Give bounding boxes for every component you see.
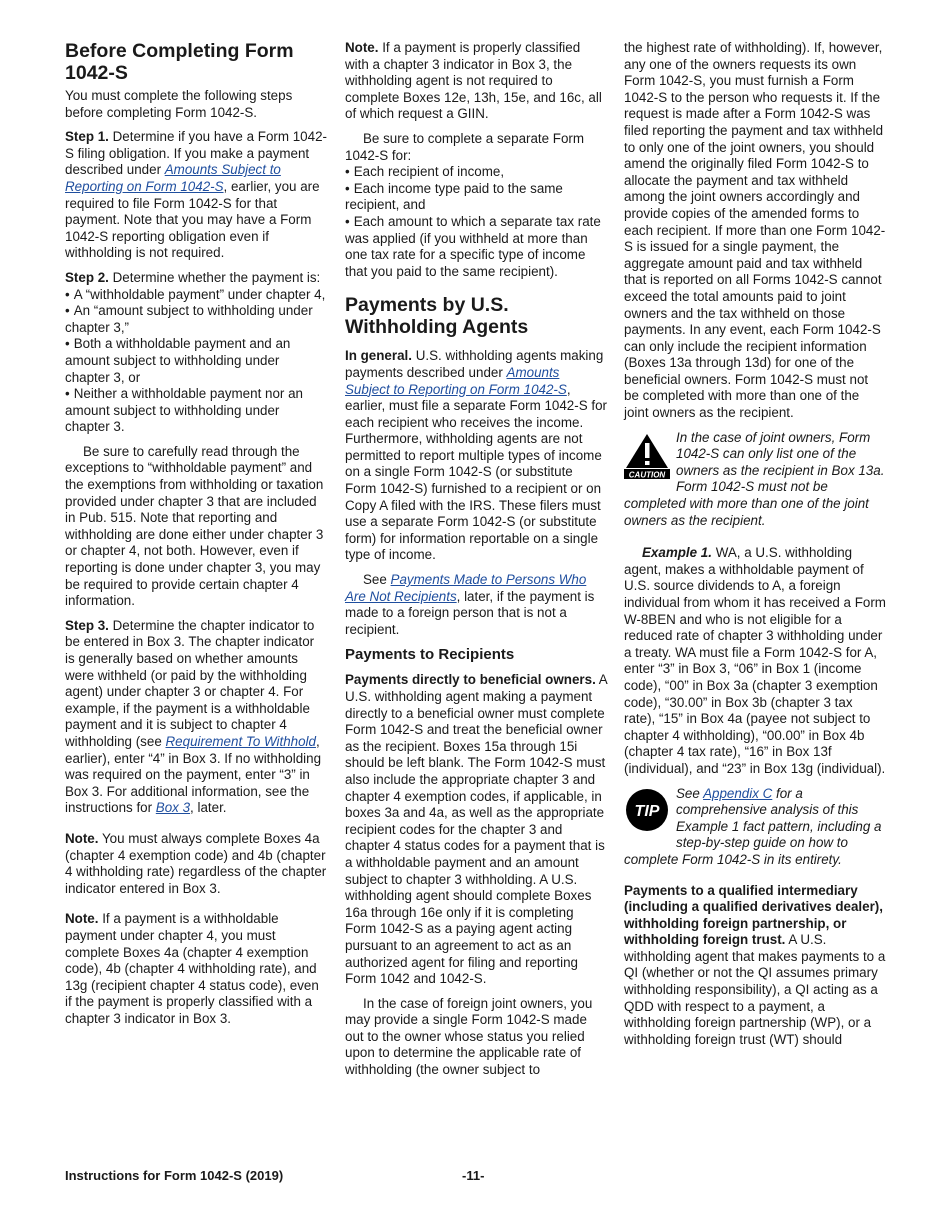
amounts-subject-link[interactable]: Amounts Subject to Reporting on Form 1042-S xyxy=(65,162,281,194)
see-payments-made: See Payments Made to Persons Who Are Not Recipients, later, if the payment is made to a foreign person that is not a recipient. xyxy=(345,572,595,637)
example-1: Example 1. WA, a U.S. withholding agent, makes a withholdable payment of U.S. source dividends to A, a foreign individual from whom it has received a Form W-8BEN and who is not eligible for a reduced rate of chapter 3 withholding under a treaty. WA must file a Form 1042-S for A, enter “3” in Box 3, “06” in Box 1 (income code), “00” in Box 3a (chapter 3 exemption code), “30.00” in Box 3b (chapter 3 tax rate), “15” in Box 4a (payee not subject to chapter 4 withholding), “00.00” in Box 4b (chapter 4 tax rate), “16” in Box 13f (individual), and “23” in Box 13g (individual). xyxy=(624,545,886,776)
tip-note: TIP See Appendix C for a comprehensive analysis of this Example 1 fact pattern, including a step-by-step guide on how to complete Form 1042-S in its entirety. xyxy=(624,785,882,867)
column-1 xyxy=(65,40,327,1035)
footer-title: Instructions for Form 1042-S (2019) xyxy=(65,1168,284,1183)
subheading-recipients: Payments to Recipients xyxy=(345,646,515,664)
caution-icon xyxy=(624,432,670,480)
requirement-to-withhold-link[interactable]: Requirement To Withhold xyxy=(165,733,316,749)
box-3-link[interactable]: Box 3 xyxy=(155,800,191,816)
svg-text:CAUTION: CAUTION xyxy=(628,470,666,480)
list-item: • Each amount to which a separate tax rate was applied (if you withheld at more than one tax rate for a specific type of income that you paid to the same recipient). xyxy=(345,213,601,279)
caution-text: In the case of joint owners, Form 1042-S can only list one of the owners as the recipient in Box 13a. Form 1042-S must not be completed with more than one of the joint owners as the recipient. xyxy=(624,429,885,528)
list-item: • A “withholdable payment” under chapter 4, xyxy=(65,286,326,302)
tip-icon xyxy=(624,788,670,836)
heading-withholding-agents: Payments by U.S. Withholding Agents xyxy=(345,294,529,339)
joint-owners: In the case of foreign joint owners, you may provide a single Form 1042-S made out to the owner whose status you relied upon to determine the applicable rate of withholding (the owner subject to xyxy=(345,995,593,1078)
column-2 xyxy=(345,40,607,1087)
step-2-label: Step 2. xyxy=(65,269,109,285)
list-item: • Each income type paid to the same recipient, and xyxy=(345,180,563,213)
separate-form-intro: Be sure to complete a separate Form 1042-S for: xyxy=(345,130,585,163)
note-2: Note. If a payment is a withholdable payment under chapter 4, you must complete Boxes 4a (chapter 4 exemption code), 4b (chapter 4 withholding rate), and 13g (recipient chapter 4 status code), even if the payment is properly classified with a chapter 3 indicator in Box 3. xyxy=(65,911,319,1026)
step-2: Step 2. Determine whether the payment is: xyxy=(65,269,321,285)
step-2-paragraph: Be sure to carefully read through the exceptions to “withholdable payment” and the exemptions from withholding or taxation provided under chapter 3 that are included in Pub. 515. Note that reporting and withholding are done either under chapter 3 or chapter 4, not both. However, even if reporting is done under chapter 3, you may be required to provide certain chapter 4 information. xyxy=(65,443,324,609)
joint-owners-cont: the highest rate of withholding). If, however, any one of the owners requests its own Form 1042-S, you must furnish a Form 1042-S to the person who requests it. If the request is made after a Form 1042-S was filed reporting the payment and tax withheld to only one of the joint owners, you should amend the originally filed Form 1042-S to allocate the payment and tax withheld among the joint owners accordingly and provide copies of the amended forms to each recipient. If more than one Form 1042-S is issued for a single payment, the aggregate amount paid and tax withheld that is reported on all Forms 1042-S cannot exceed the total amounts paid to joint owners and the tax withheld on those payments. In any event, each Form 1042-S can only include the recipient information (Boxes 13a through 13d) for one of the beneficial owners. Form 1042-S must not be completed with more than one of the joint owners as the recipient. xyxy=(624,40,886,421)
column-3 xyxy=(624,40,886,1056)
payments-made-link[interactable]: Payments Made to Persons Who Are Not Recipients xyxy=(345,572,587,604)
payments-direct: Payments directly to beneficial owners. A U.S. withholding agent making a payment directly to a beneficial owner must complete Form 1042-S and treat the beneficial owner as the recipient. Boxes 15a through 15i should be left blank. The Form 1042-S must also include the appropriate chapter 3 and chapter 4 exemption codes, if applicable, in boxes 3a and 4a, as well as the appropriate recipient codes for the chapter 3 and chapter 4 status codes for a payment that is a withholdable payment and an amount subject to chapter 3 withholding. A U.S. withholding agent should complete Boxes 16a through 16e only if it is completing Form 1042-S as a paying agent acting pursuant to an agreement to act as an authorized agent for filing and reporting Form 1042 and 1042-S. xyxy=(345,672,607,987)
step-1-label: Step 1. xyxy=(65,129,109,145)
separate-form-bullets xyxy=(345,164,607,280)
step-3-label: Step 3. xyxy=(65,617,109,633)
caution-note xyxy=(624,430,886,530)
list-item: • Each recipient of income, xyxy=(345,164,505,180)
in-general: In general. U.S. withholding agents making payments described under Amounts Subject to Reporting on Form 1042-S, earlier, must file a separate Form 1042-S for each recipient who receives the income. Furthermore, withholding agents are not permitted to report multiple types of income on a single Form 1042-S (or substitute Form 1042-S) furnished to a recipient or on Copy A filed with the IRS. These filers must use a separate Form 1042-S (or substitute form) for information reportable on a single type of income. xyxy=(345,348,607,563)
intro-text: You must complete the following steps before completing Form 1042-S. xyxy=(65,88,293,120)
list-item: • Both a withholdable payment and an amount subject to withholding under chapter 3, or xyxy=(65,336,291,385)
page-number: -11- xyxy=(462,1168,485,1183)
qi-payments: Payments to a qualified intermediary (including a qualified derivatives dealer), withholding foreign partnership, or withholding foreign trust. A U.S. withholding agent that makes payments to a QI (whether or not the QI assumes primary withholding responsibility), a QI acting as a QDD with respect to a payment, a withholding foreign partnership (WP), or a withholding foreign trust (WT) should xyxy=(624,882,886,1047)
note-1: Note. You must always complete Boxes 4a (chapter 4 exemption code) and 4b (chapter 4 withholding rate) regardless of the chapter indicator entered in Box 3. xyxy=(65,830,327,896)
svg-text:TIP: TIP xyxy=(634,802,660,820)
step-1: Step 1. Determine if you have a Form 1042-S filing obligation. If you make a payment described under Amounts Subject to Reporting on Form 1042-S, earlier, you are required to file Form 1042-S for that payment. Note that you may have a Form 1042-S reporting obligation even if withholding is not required. xyxy=(65,129,327,261)
section-title: Before Completing Form 1042-S xyxy=(65,40,294,84)
amounts-subject-link-2[interactable]: Amounts Subject to Reporting on Form 1042-S xyxy=(345,364,567,397)
list-item: • Neither a withholdable payment nor an amount subject to withholding under chapter 3. xyxy=(65,386,303,435)
list-item: • An “amount subject to withholding under chapter 3,” xyxy=(65,303,313,335)
step-2-bullets xyxy=(65,287,327,436)
appendix-c-link[interactable]: Appendix C xyxy=(703,785,773,801)
step-3: Step 3. Determine the chapter indicator to be entered in Box 3. The chapter indicator is generally based on whether amounts were withheld (or paid by the withholding agent) under chapter 3 or chapter 4. For example, if the payment is a withholdable payment and it is subject to chapter 4 withholding (see Requirement To Withhold, earlier), enter “4” in Box 3. If no withholding was required on the payment, enter “3” in Box 3. For additional information, see the instructions for Box 3, later. xyxy=(65,617,322,816)
note-giin: Note. If a payment is properly classified with a chapter 3 indicator in Box 3, the withholding agent is not required to complete Boxes 12e, 13h, 15e, and 16c, all of which request a GIIN. xyxy=(345,40,602,122)
